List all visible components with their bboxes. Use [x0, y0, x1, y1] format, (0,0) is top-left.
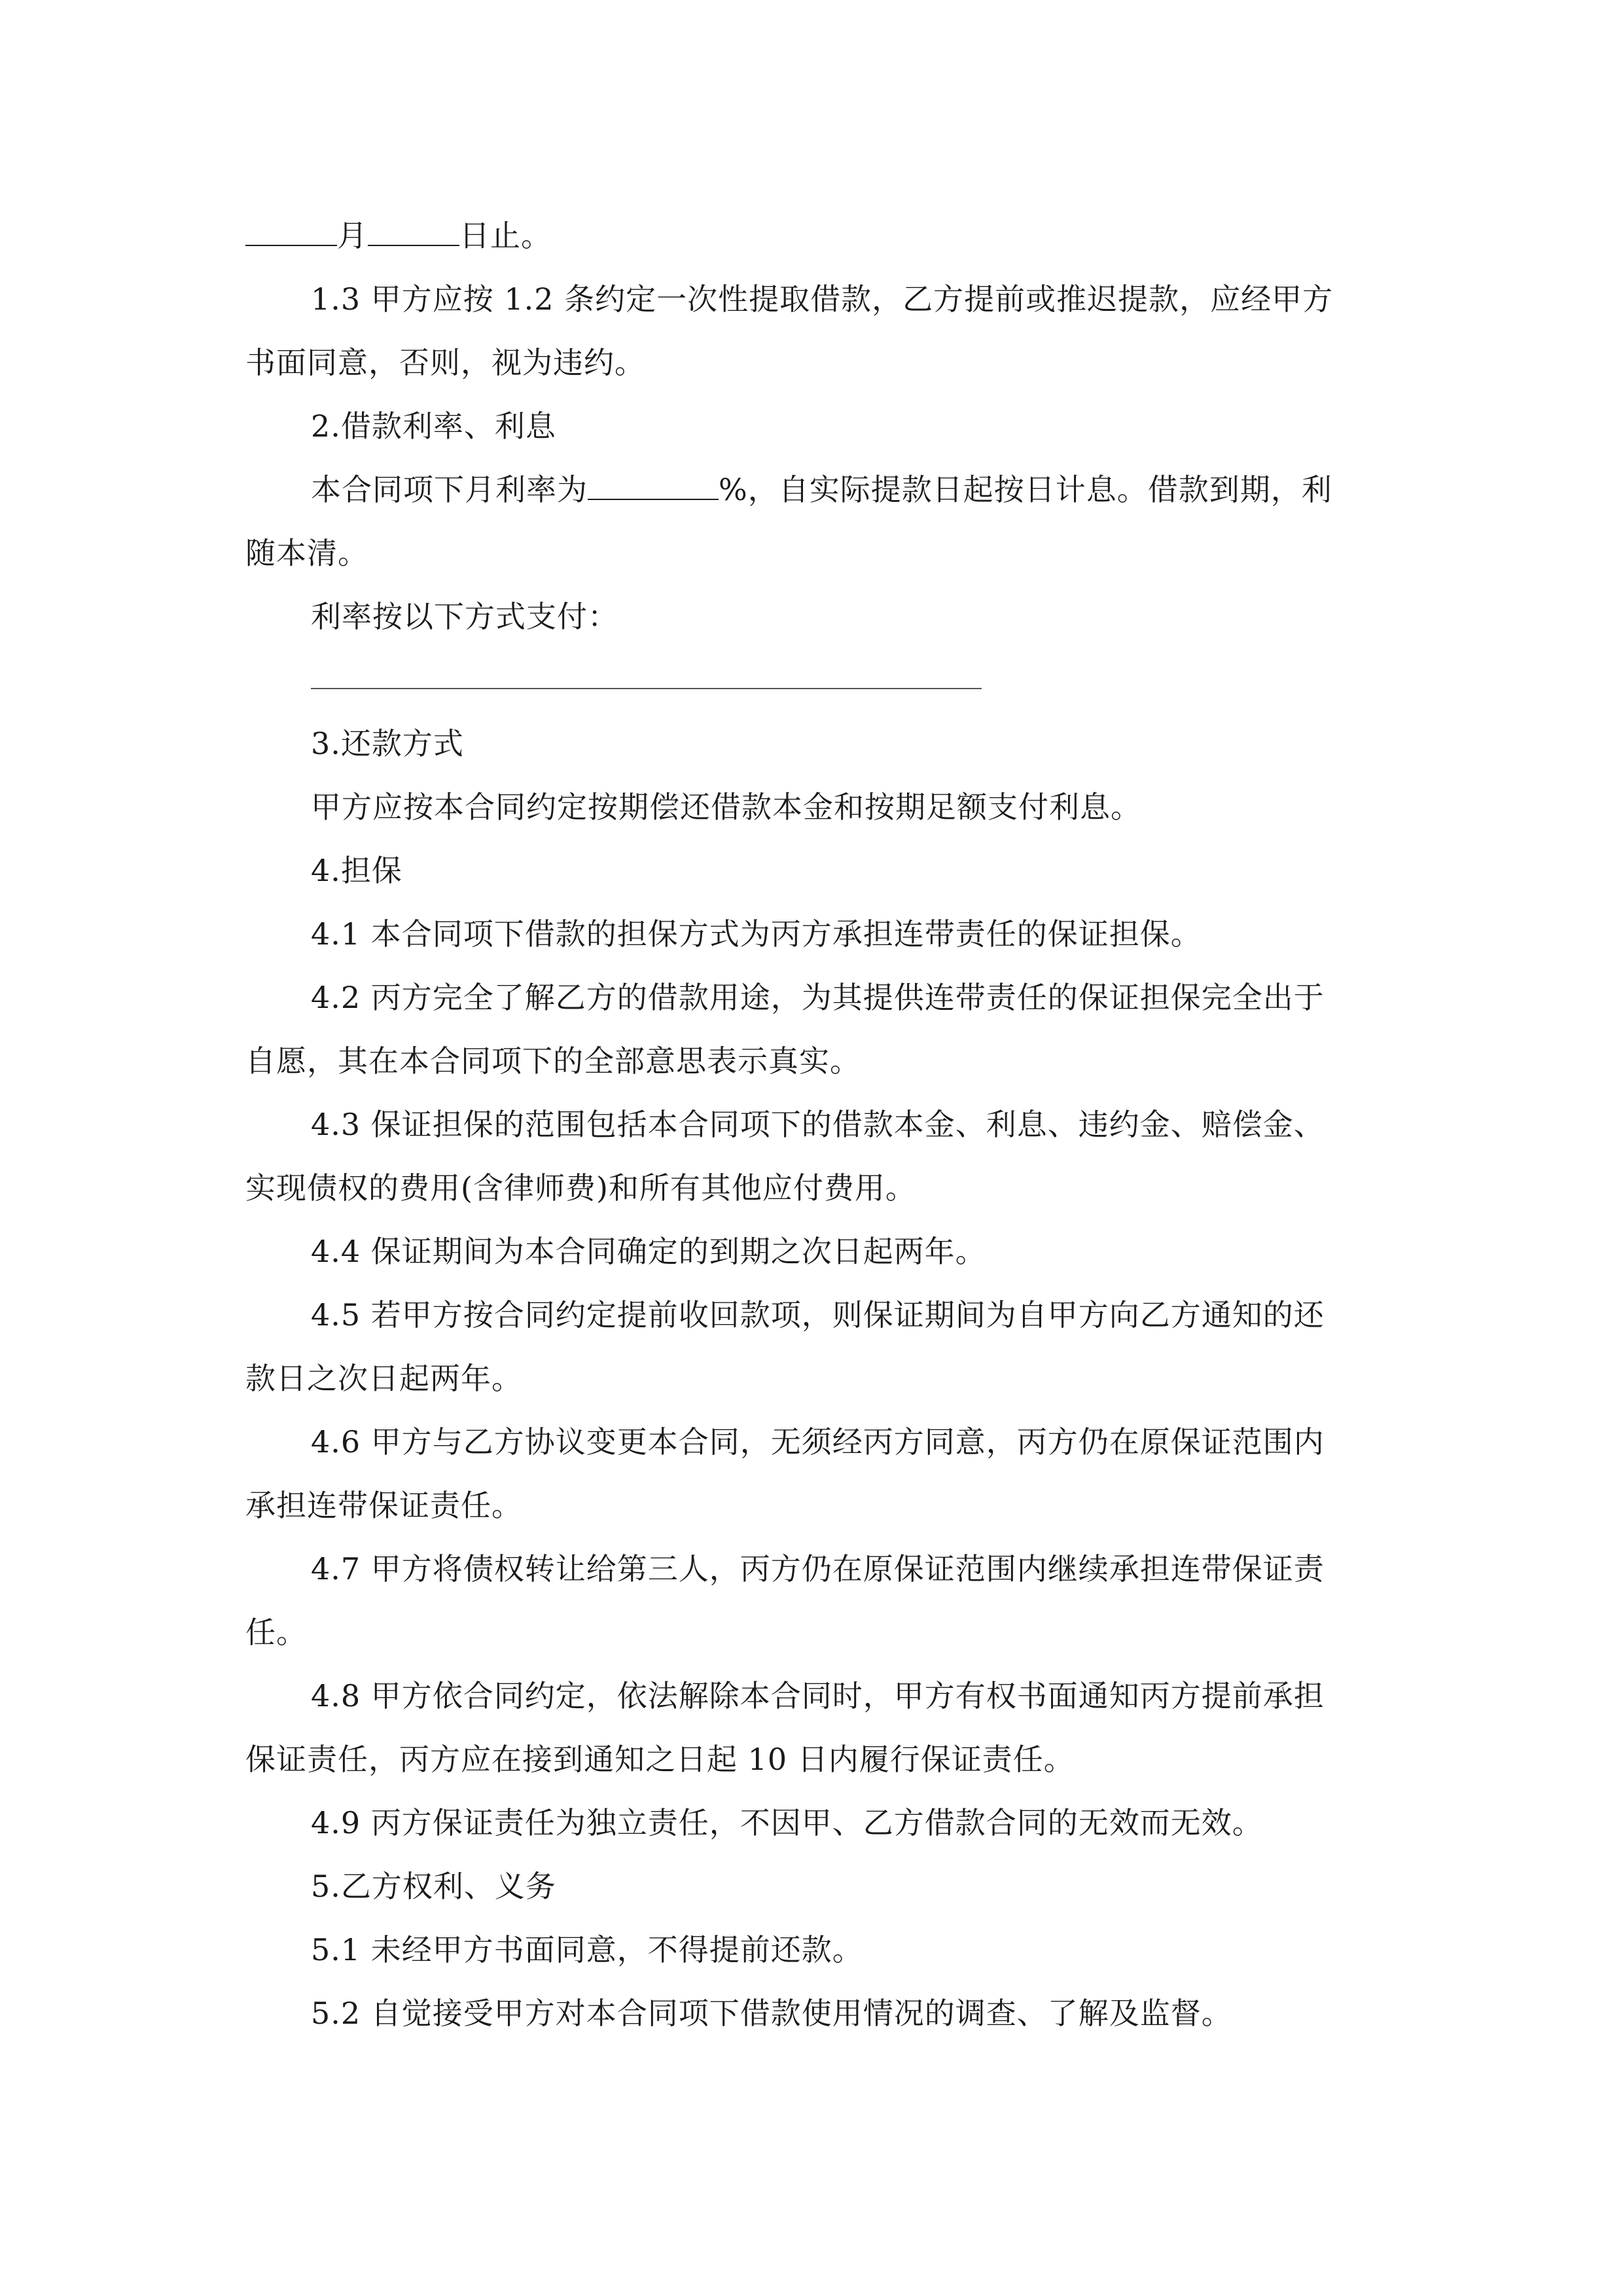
interest-rate-clause-cont: 随本清。 [245, 535, 368, 571]
section-4-heading: 4.担保 [311, 853, 402, 888]
clause-4-4: 4.4 保证期间为本合同确定的到期之次日起两年。 [311, 1234, 986, 1269]
interest-rate-lead: 本合同项下月利率为 [311, 472, 588, 507]
interest-rate-tail: %，自实际提款日起按日计息。借款到期，利 [719, 472, 1332, 507]
clause-1-3-cont: 书面同意，否则，视为违约。 [245, 345, 645, 380]
payment-method-fill-line [245, 649, 1384, 712]
contract-body [245, 204, 1384, 2045]
interest-payment-method: 利率按以下方式支付： [311, 599, 618, 634]
clause-period-end [245, 204, 1384, 268]
clause-4-5-cont: 款日之次日起两年。 [245, 1361, 522, 1396]
clause-5-1: 5.1 未经甲方书面同意，不得提前还款。 [311, 1932, 863, 1967]
clause-4-2: 4.2 丙方完全了解乙方的借款用途，为其提供连带责任的保证担保完全出于 [311, 980, 1325, 1015]
clause-4-3-cont: 实现债权的费用(含律师费)和所有其他应付费用。 [245, 1170, 916, 1206]
day-blank [368, 219, 459, 246]
month-blank [245, 219, 337, 246]
clause-4-7: 4.7 甲方将债权转让给第三人，丙方仍在原保证范围内继续承担连带保证责 [311, 1551, 1325, 1587]
interest-rate-blank [588, 473, 719, 500]
day-label: 日止。 [459, 218, 552, 253]
clause-5-2: 5.2 自觉接受甲方对本合同项下借款使用情况的调查、了解及监督。 [311, 1996, 1232, 2031]
clause-4-8-cont: 保证责任，丙方应在接到通知之日起 10 日内履行保证责任。 [245, 1742, 1075, 1777]
clause-4-8: 4.8 甲方依合同约定，依法解除本合同时，甲方有权书面通知丙方提前承担 [311, 1678, 1325, 1713]
clause-4-2-cont: 自愿，其在本合同项下的全部意思表示真实。 [245, 1043, 861, 1079]
repayment-clause: 甲方应按本合同约定按期偿还借款本金和按期足额支付利息。 [311, 789, 1141, 825]
clause-4-1: 4.1 本合同项下借款的担保方式为丙方承担连带责任的保证担保。 [311, 916, 1202, 952]
payment-method-rule [311, 688, 982, 689]
section-3-heading: 3.还款方式 [311, 726, 464, 761]
clause-4-7-cont: 任。 [245, 1615, 307, 1650]
clause-1-3: 1.3 甲方应按 1.2 条约定一次性提取借款，乙方提前或推迟提款，应经甲方 [311, 281, 1334, 317]
interest-rate-clause [245, 458, 1384, 522]
section-5-heading: 5.乙方权利、义务 [311, 1869, 556, 1904]
clause-4-3: 4.3 保证担保的范围包括本合同项下的借款本金、利息、违约金、赔偿金、 [311, 1107, 1325, 1142]
clause-4-5: 4.5 若甲方按合同约定提前收回款项，则保证期间为自甲方向乙方通知的还 [311, 1297, 1325, 1333]
month-label: 月 [337, 218, 368, 253]
clause-4-6-cont: 承担连带保证责任。 [245, 1488, 522, 1523]
section-2-heading: 2.借款利率、利息 [311, 408, 556, 444]
clause-4-9: 4.9 丙方保证责任为独立责任，不因甲、乙方借款合同的无效而无效。 [311, 1805, 1263, 1840]
clause-4-6: 4.6 甲方与乙方协议变更本合同，无须经丙方同意，丙方仍在原保证范围内 [311, 1424, 1325, 1460]
